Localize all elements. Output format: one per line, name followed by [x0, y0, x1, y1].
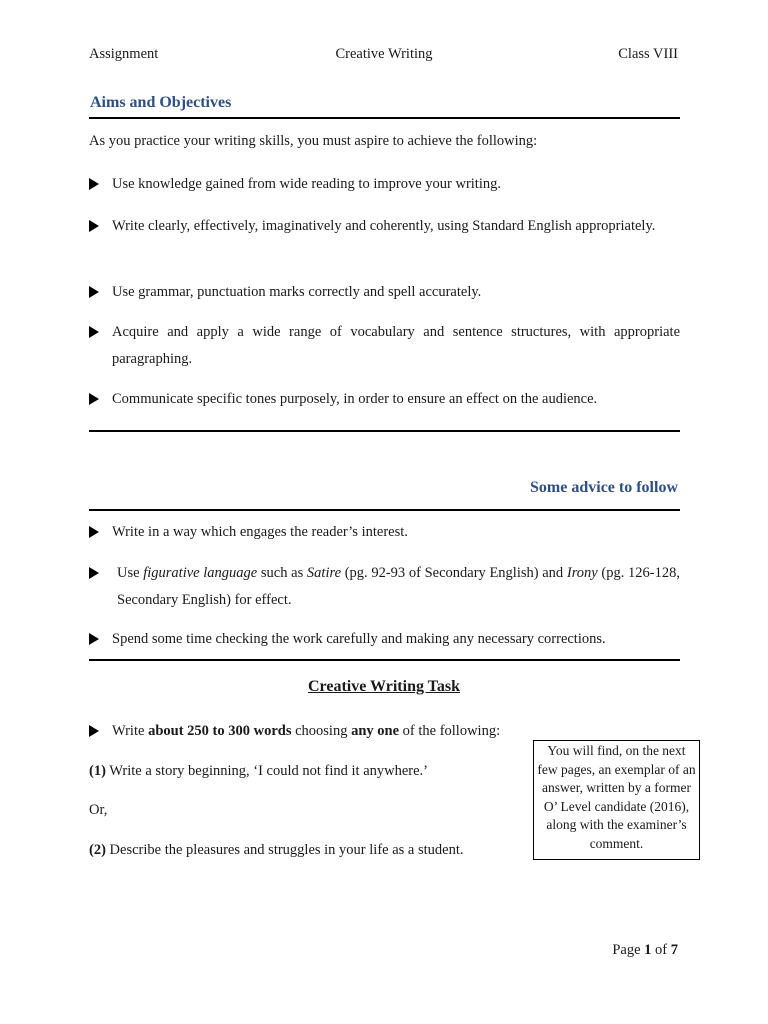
- aims-item: [89, 171, 680, 198]
- header-center: Creative Writing: [335, 46, 433, 62]
- aims-top-rule: [89, 117, 680, 119]
- aims-title: Aims and Objectives: [90, 94, 232, 111]
- task-title: Creative Writing Task: [307, 678, 461, 695]
- aims-intro: As you practice your writing skills, you must aspire to achieve the following:: [89, 133, 538, 149]
- task-instruction-text: Write about 250 to 300 words choosing any one of the following:: [112, 723, 501, 739]
- arrow-bullet-icon: [89, 326, 99, 338]
- aims-item-text: Use grammar, punctuation marks correctly and spell accurately.: [112, 284, 482, 300]
- arrow-bullet-icon: [89, 220, 99, 232]
- arrow-bullet-icon: [89, 633, 99, 645]
- aims-bottom-rule: [89, 430, 680, 432]
- header-left: Assignment: [89, 46, 159, 62]
- arrow-bullet-icon: [89, 526, 99, 538]
- advice-item-text: Write in a way which engages the reader’s interest.: [112, 524, 408, 540]
- arrow-bullet-icon: [89, 725, 99, 737]
- arrow-bullet-icon: [89, 178, 99, 190]
- arrow-bullet-icon: [89, 567, 99, 579]
- advice-item-text: Spend some time checking the work carefully and making any necessary corrections.: [112, 631, 606, 647]
- aims-item: [89, 279, 680, 306]
- figurative-language-term: figurative language: [143, 565, 258, 581]
- aims-item-text: Use knowledge gained from wide reading to improve your writing.: [112, 176, 501, 192]
- aims-item-text: Acquire and apply a wide range of vocabulary and sentence structures, with appropriate paragraphing.: [112, 324, 680, 367]
- advice-bottom-rule: [89, 659, 680, 661]
- header-right: Class VIII: [618, 46, 678, 62]
- satire-term: Satire: [306, 565, 342, 581]
- task-or: Or,: [89, 802, 108, 818]
- task-option-2: (2) Describe the pleasures and struggles in your life as a student.: [89, 842, 464, 858]
- aims-item-text: Communicate specific tones purposely, in order to ensure an effect on the audience.: [112, 391, 598, 407]
- arrow-bullet-icon: [89, 393, 99, 405]
- aims-item-text: Write clearly, effectively, imaginatively and coherently, using Standard English appropriately.: [112, 218, 656, 234]
- aims-item: [89, 213, 680, 240]
- exemplar-note-box: You will find, on the next few pages, an exemplar of an answer, written by a former O’ Level candidate (2016), along with the examiner’s comment.: [533, 740, 700, 860]
- arrow-bullet-icon: [89, 286, 99, 298]
- irony-term: Irony: [566, 565, 598, 581]
- advice-item-text: Use figurative language such as Satire (pg. 92-93 of Secondary English) and Irony (pg. 126-128, Secondary English) for effect.: [117, 565, 680, 608]
- advice-item: [89, 560, 680, 614]
- task-option-1: (1) Write a story beginning, ‘I could not find it anywhere.’: [89, 763, 429, 779]
- page-number: Page 1 of 7: [612, 942, 678, 958]
- aims-item: [89, 319, 680, 373]
- advice-top-rule: [89, 509, 680, 511]
- advice-item: [89, 519, 680, 546]
- aims-item: [89, 386, 680, 413]
- task-instruction: [89, 718, 529, 745]
- advice-title: Some advice to follow: [530, 479, 678, 496]
- advice-item: [89, 626, 680, 653]
